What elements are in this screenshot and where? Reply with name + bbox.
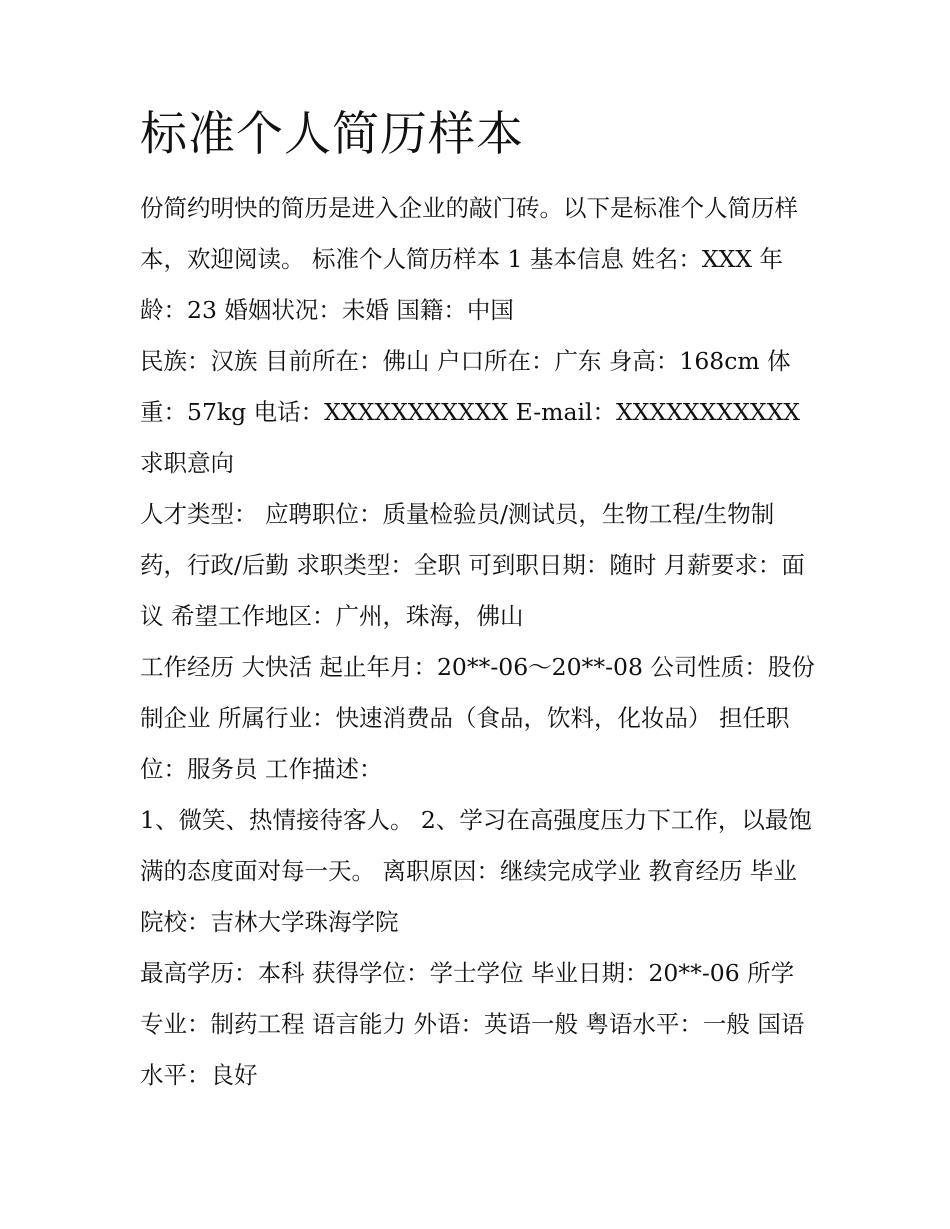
paragraph-intro-basic-info: 份简约明快的简历是进入企业的敲门砖。以下是标准个人简历样本，欢迎阅读。 标准个人简历样本 1 基本信息 姓名：XXX 年龄：23 婚姻状况：未婚 国籍：中国 bbox=[140, 194, 798, 325]
paragraph-degree-language: 最高学历：本科 获得学位：学士学位 毕业日期：20**-06 所学专业：制药工程 语言能力 外语：英语一般 粤语水平：一般 国语水平：良好 bbox=[140, 959, 805, 1090]
document-page bbox=[140, 108, 815, 1101]
paragraph-work-description-education: 1、微笑、热情接待客人。 2、学习在高强度压力下工作，以最饱满的态度面对每一天。 离职原因：继续完成学业 教育经历 毕业院校：吉林大学珠海学院 bbox=[140, 806, 812, 937]
paragraph-job-intention: 人才类型： 应聘职位：质量检验员/测试员，生物工程/生物制药，行政/后勤 求职类型：全职 可到职日期：随时 月薪要求：面议 希望工作地区：广州，珠海，佛山 bbox=[140, 500, 805, 631]
document-title: 标准个人简历样本 bbox=[140, 107, 524, 162]
paragraph-work-experience: 工作经历 大快活 起止年月：20**-06～20**-08 公司性质：股份制企业 所属行业：快速消费品（食品，饮料，化妆品） 担任职位：服务员 工作描述： bbox=[140, 653, 815, 784]
paragraph-personal-details: 民族：汉族 目前所在：佛山 户口所在：广东 身高：168cm 体重：57kg 电话：XXXXXXXXXXX E-mail：XXXXXXXXXXX 求职意向 bbox=[140, 347, 801, 478]
